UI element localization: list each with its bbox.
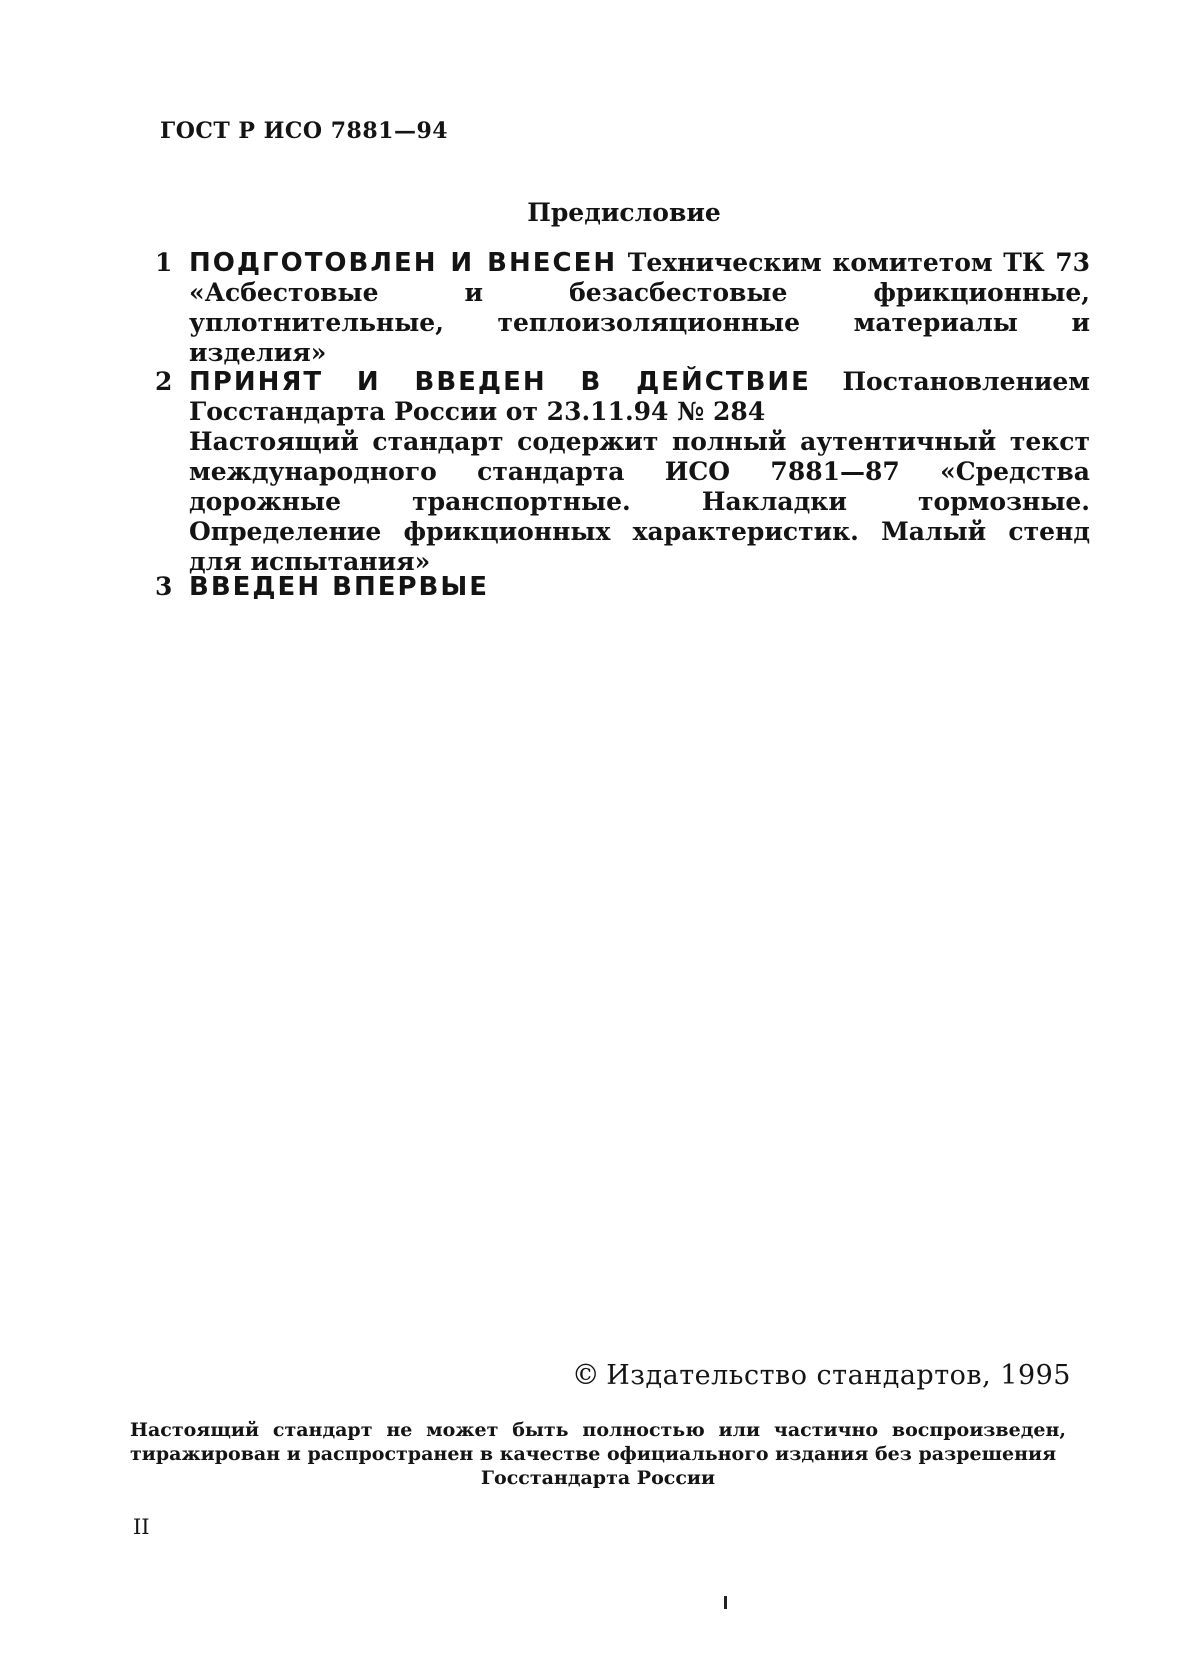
copyright-icon: © [571, 1358, 601, 1391]
item-number: 3 [155, 572, 173, 601]
item-number: 1 [155, 248, 173, 277]
item-text: Постановлением Госстандарта России от 23.11.94 № 284 [189, 367, 1090, 426]
item-body [189, 367, 1090, 577]
notice-text: Настоящий стандарт не может быть полностью или частично воспроизведен, тиражирован и распространен в качестве официального издания без разрешения [130, 1419, 1066, 1465]
item-paragraph [189, 572, 1090, 602]
item-number: 2 [155, 367, 173, 396]
item-sub-paragraph: Настоящий стандарт содержит полный аутентичный текст международного стандарта ИСО 7881—87 «Средства дорожные транспортные. Накладки тормозные. Определение фрикционных характеристик. Малый стенд для испытания» [189, 427, 1090, 576]
reproduction-notice [130, 1418, 1066, 1490]
notice-last-line: Госстандарта России [480, 1467, 716, 1489]
preface-item-3 [155, 572, 1090, 602]
item-text: Техническим комитетом ТК 73 «Асбестовые и безасбестовые фрикционные, уплотнительные, теплоизоляционные материалы и изделия» [189, 248, 1090, 367]
item-paragraph [189, 248, 1090, 368]
item-caps-heading: ВВЕДЕН ВПЕРВЫЕ [189, 572, 490, 602]
copyright-text: Издательство стандартов, 1995 [606, 1360, 1071, 1391]
standard-code-header: ГОСТ Р ИСО 7881—94 [160, 118, 449, 144]
page-number: II [133, 1515, 150, 1539]
item-paragraph [189, 367, 1090, 427]
scan-speck [724, 1596, 727, 1609]
preface-item-2 [155, 367, 1090, 577]
preface-title: Предисловие [527, 198, 721, 227]
copyright-line [572, 1358, 1071, 1391]
preface-item-1 [155, 248, 1090, 368]
item-caps-heading: ПРИНЯТ И ВВЕДЕН В ДЕЙСТВИЕ [189, 367, 811, 397]
item-body [189, 572, 1090, 602]
item-caps-heading: ПОДГОТОВЛЕН И ВНЕСЕН [189, 248, 618, 278]
item-body [189, 248, 1090, 368]
